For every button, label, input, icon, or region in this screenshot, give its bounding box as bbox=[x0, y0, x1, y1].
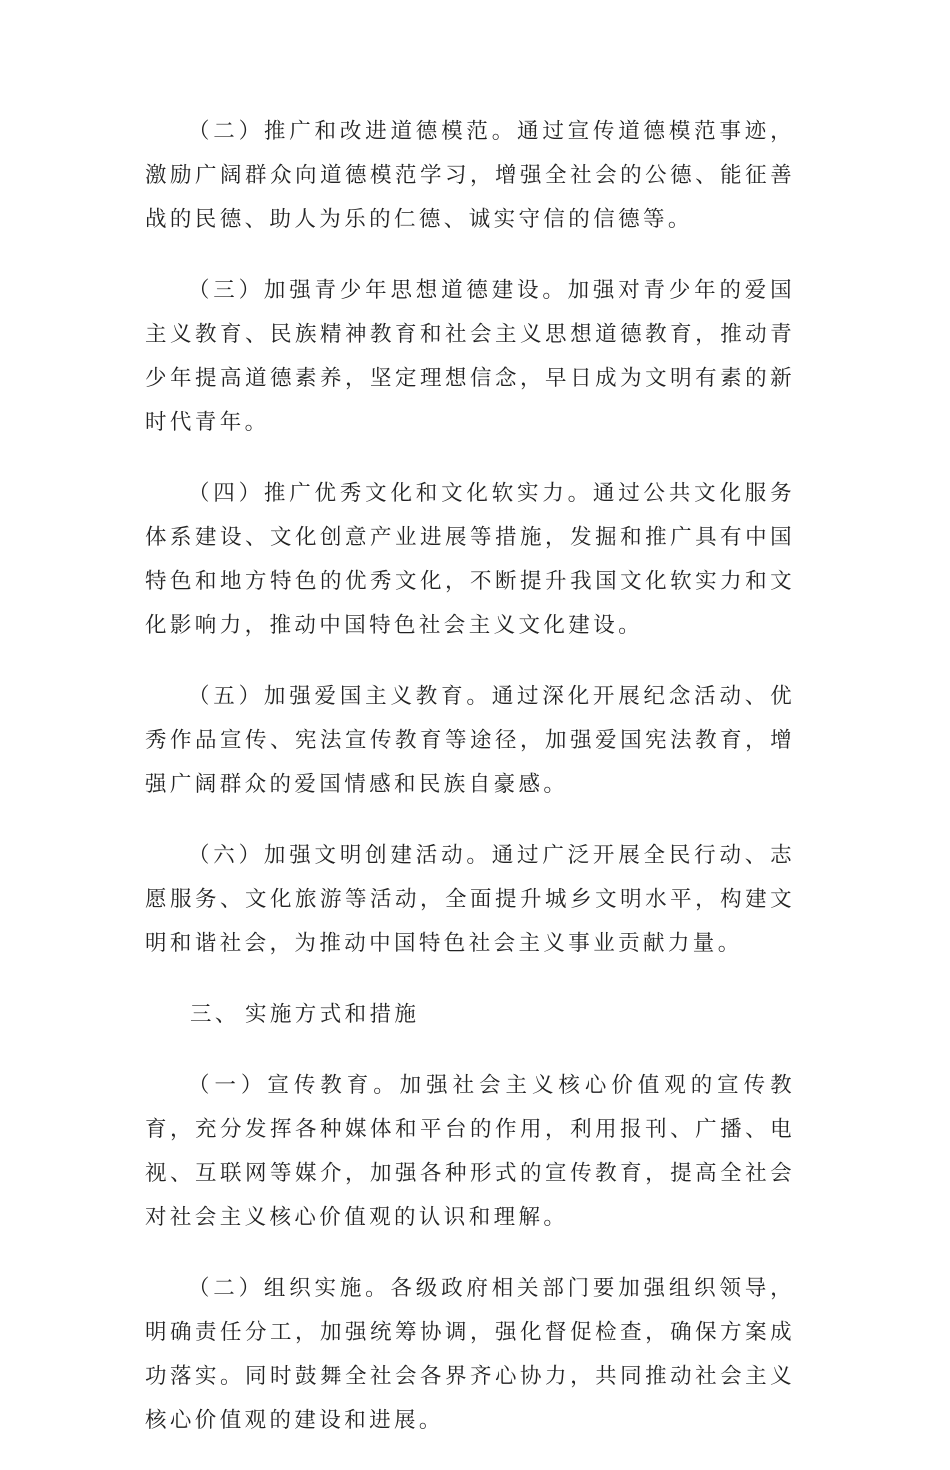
paragraph-organization-implementation: （二）组织实施。各级政府相关部门要加强组织领导，明确责任分工，加强统筹协调，强化督促检查，确保方案成功落实。同时鼓舞全社会各界齐心协力，共同推动社会主义核心价值观的建设和进展。 bbox=[145, 1276, 795, 1433]
paragraph-morality-models: （二）推广和改进道德模范。通过宣传道德模范事迹，激励广阔群众向道德模范学习，增强全社会的公德、能征善战的民德、助人为乐的仁德、诚实守信的信德等。 bbox=[145, 119, 795, 232]
section-number: 三、 bbox=[190, 1002, 240, 1027]
paragraph-youth-morality: （三）加强青少年思想道德建设。加强对青少年的爱国主义教育、民族精神教育和社会主义思想道德教育，推动青少年提高道德素养，坚定理想信念，早日成为文明有素的新时代青年。 bbox=[145, 278, 795, 435]
document-body bbox=[145, 110, 795, 1470]
paragraph-excellent-culture: （四）推广优秀文化和文化软实力。通过公共文化服务体系建设、文化创意产业进展等措施，发掘和推广具有中国特色和地方特色的优秀文化，不断提升我国文化软实力和文化影响力，推动中国特色社会主义文化建设。 bbox=[145, 481, 795, 638]
section-heading bbox=[145, 993, 795, 1037]
paragraph-civilization-creation: （六）加强文明创建活动。通过广泛开展全民行动、志愿服务、文化旅游等活动，全面提升城乡文明水平，构建文明和谐社会，为推动中国特色社会主义事业贡献力量。 bbox=[145, 843, 795, 956]
section-title: 实施方式和措施 bbox=[245, 1002, 420, 1027]
paragraph-publicity-education: （一）宣传教育。加强社会主义核心价值观的宣传教育，充分发挥各种媒体和平台的作用，利用报刊、广播、电视、互联网等媒介，加强各种形式的宣传教育，提高全社会对社会主义核心价值观的认识和理解。 bbox=[145, 1073, 795, 1230]
paragraph-patriotic-education: （五）加强爱国主义教育。通过深化开展纪念活动、优秀作品宣传、宪法宣传教育等途径，加强爱国宪法教育，增强广阔群众的爱国情感和民族自豪感。 bbox=[145, 684, 795, 797]
